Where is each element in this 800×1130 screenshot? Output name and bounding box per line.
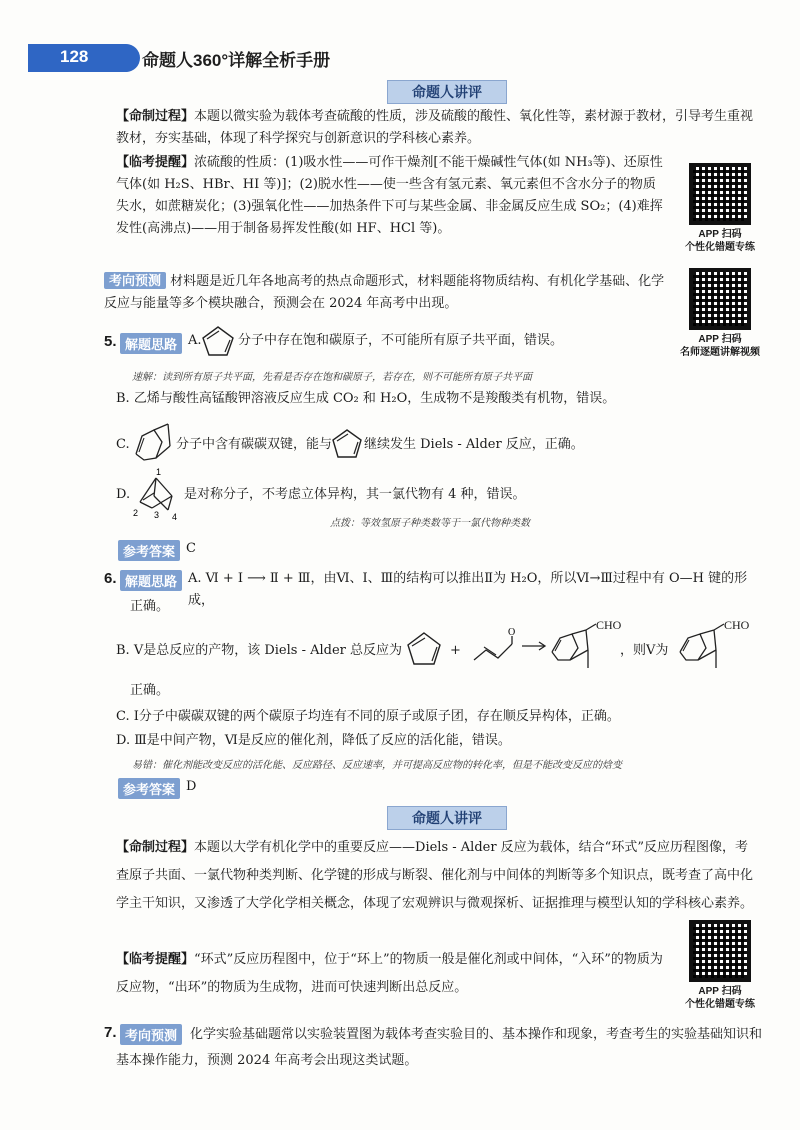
tag-answer-6: 参考答案 bbox=[118, 778, 180, 799]
tag-jieti-5: 解题思路 bbox=[120, 333, 182, 354]
q5-d-prefix: D. bbox=[116, 487, 131, 502]
cho-label-1: CHO bbox=[596, 618, 622, 632]
qr-caption-line1: APP 扫码 bbox=[698, 334, 742, 345]
tag-answer-5: 参考答案 bbox=[118, 540, 180, 561]
cyclopentadiene-structure bbox=[330, 428, 364, 460]
qr-caption-line1: APP 扫码 bbox=[698, 986, 742, 997]
cho-label-2: CHO bbox=[724, 618, 750, 632]
text-linkao: 浓硫酸的性质：(1)吸水性——可作干燥剂[不能干燥碱性气体(如 NH₃等)、还原性气体(如 H₂S、HBr、HI 等)]；(2)脱水性——使一些含有氢元素、氧元素但不含水分子的物质失水，如蔗糖炭化；(3)强氧化性——加热条件下可与某些金属、非金属反应生成 SO₂；(4)难挥发性(高沸点)——用于制备易挥发性酸(如 HF、HCl 等)。 bbox=[116, 155, 663, 236]
tag-kaoxiang: 考向预测 bbox=[104, 272, 166, 289]
tricyclic-structure bbox=[132, 466, 182, 522]
product-norbornene-structure bbox=[548, 622, 600, 672]
q5-c-prefix: C. bbox=[116, 437, 130, 452]
qr-code-icon[interactable] bbox=[689, 163, 751, 225]
text-mingzhi: 本题以大学有机化学中的重要反应——Diels - Alder 反应为载体，结合“环式”反应历程图像，考查原子共面、一氯代物种类判断、化学键的形成与断裂、催化剂与中间体的判断等多个知识点，既考查了高中化学主干知识，又渗透了大学化学相关概念，体现了宏观辨识与微观探析、证据推理与模型认知的学科核心素养。 bbox=[116, 840, 754, 911]
q6-b-cont: 正确。 bbox=[130, 683, 170, 698]
q5-a-note: 速解：读到所有原子共平面，先看是否存在饱和碳原子，若存在，则不可能所有原子共平面 bbox=[132, 372, 532, 383]
question-number-7: 7. bbox=[104, 1024, 117, 1041]
label-mingzhi: 【命制过程】 bbox=[116, 109, 195, 124]
atom-label-3: 3 bbox=[154, 510, 160, 520]
book-title: 命题人360°详解全析手册 bbox=[142, 51, 331, 70]
q6-b-text: B. Ⅴ是总反应的产物，该 Diels - Alder 总反应为 bbox=[116, 643, 403, 658]
paragraph-linkao-1 bbox=[116, 152, 668, 240]
paragraph-linkao-2 bbox=[116, 946, 668, 1002]
question-number-5: 5. bbox=[104, 333, 117, 350]
qr-caption-line2: 个性化错题专练 bbox=[685, 999, 755, 1010]
qr-code-icon[interactable] bbox=[689, 268, 751, 330]
product-v-structure bbox=[676, 622, 728, 672]
qr-caption-3 bbox=[675, 985, 765, 1011]
text-linkao: “环式”反应历程图中，位于“环上”的物质一般是催化剂或中间体，“入环”的物质为反应物，“出环”的物质为生成物，进而可快速判断出总反应。 bbox=[116, 952, 663, 995]
crotonaldehyde-structure bbox=[470, 626, 524, 666]
tag-jieti-6: 解题思路 bbox=[120, 570, 182, 591]
qr-caption-line2: 个性化错题专练 bbox=[685, 242, 755, 253]
q6-a-text: A. Ⅵ + Ⅰ ⟶ Ⅱ + Ⅲ，由Ⅵ、Ⅰ、Ⅲ的结构可以推出Ⅱ为 H₂O，所以Ⅵ→Ⅲ过程中有 O—H 键的形成， bbox=[188, 571, 748, 608]
label-mingzhi: 【命制过程】 bbox=[116, 840, 195, 855]
paragraph-kaoxiang-1 bbox=[104, 270, 670, 315]
label-linkao: 【临考提醒】 bbox=[116, 952, 195, 967]
reaction-arrow-icon bbox=[522, 640, 548, 652]
q6-a-cont: 正确。 bbox=[130, 599, 170, 614]
q6-c-text: C. Ⅰ分子中碳碳双键的两个碳原子均连有不同的原子或原子团，存在顺反异构体，正确。 bbox=[116, 709, 620, 724]
answer-6: D bbox=[186, 779, 197, 794]
q5-b-text: B. 乙烯与酸性高锰酸钾溶液反应生成 CO₂ 和 H₂O，生成物不是羧酸类有机物，错误。 bbox=[116, 391, 616, 406]
text-mingzhi: 本题以微实验为载体考查硫酸的性质，涉及硫酸的酸性、氧化性等，素材源于教材，引导考生重视教材，夯实基础，体现了科学探究与创新意识的学科核心素养。 bbox=[116, 109, 754, 146]
atom-label-2: 2 bbox=[133, 508, 139, 518]
label-linkao: 【临考提醒】 bbox=[116, 155, 195, 170]
answer-5: C bbox=[186, 541, 196, 556]
qr-caption-1 bbox=[675, 228, 765, 254]
page-number: 128 bbox=[60, 47, 89, 66]
question-number-6: 6. bbox=[104, 570, 117, 587]
atom-label-1: 1 bbox=[156, 467, 162, 477]
section-banner-1: 命题人讲评 bbox=[387, 80, 507, 104]
q5-d-text: 是对称分子，不考虑立体异构，其一氯代物有 4 种，错误。 bbox=[184, 487, 526, 502]
q6-d-note: 易错：催化剂能改变反应的活化能、反应路径、反应速率，并可提高反应物的转化率，但是不能改变反应的焓变 bbox=[132, 760, 622, 771]
q5-c-post: 继续发生 Diels - Alder 反应，正确。 bbox=[364, 437, 584, 452]
q5-a-text: 分子中存在饱和碳原子，不可能所有原子共平面，错误。 bbox=[238, 333, 564, 348]
cyclopentadiene-structure bbox=[404, 630, 444, 668]
q6-d-text: D. Ⅲ是中间产物，Ⅵ是反应的催化剂，降低了反应的活化能，错误。 bbox=[116, 733, 511, 748]
qr-code-icon[interactable] bbox=[689, 920, 751, 982]
norbornadiene-structure bbox=[132, 418, 174, 464]
atom-label-4: 4 bbox=[172, 512, 178, 522]
qr-caption-line2: 名师逐题讲解视频 bbox=[680, 347, 760, 358]
paragraph-mingzhi-1 bbox=[116, 106, 756, 150]
section-banner-2: 命题人讲评 bbox=[387, 806, 507, 830]
cyclopentadiene-structure bbox=[200, 324, 236, 358]
plus-sign: + bbox=[450, 643, 461, 658]
q5-c-mid: 分子中含有碳碳双键，能与 bbox=[176, 437, 333, 452]
q5-d-note: 点拨：等效氢原子种类数等于一氯代物种类数 bbox=[330, 518, 530, 529]
tag-kaoxiang-7: 考向预测 bbox=[120, 1024, 182, 1045]
q7-text: 化学实验基础题常以实验装置图为载体考查实验目的、基本操作和现象，考查考生的实验基础知识和基本操作能力，预测 2024 年高考会出现这类试题。 bbox=[116, 1027, 763, 1068]
qr-caption-line1: APP 扫码 bbox=[698, 229, 742, 240]
q5-a-prefix: A. bbox=[188, 333, 202, 348]
oxygen-label: O bbox=[508, 627, 516, 638]
q6-b-mid: ，则Ⅴ为 bbox=[620, 643, 669, 658]
qr-caption-2 bbox=[675, 333, 765, 359]
paragraph-mingzhi-2 bbox=[116, 834, 756, 918]
text-kaoxiang: 材料题是近几年各地高考的热点命题形式，材料题能将物质结构、有机化学基础、化学反应与能量等多个模块融合，预测会在 2024 年高考中出现。 bbox=[104, 274, 665, 311]
